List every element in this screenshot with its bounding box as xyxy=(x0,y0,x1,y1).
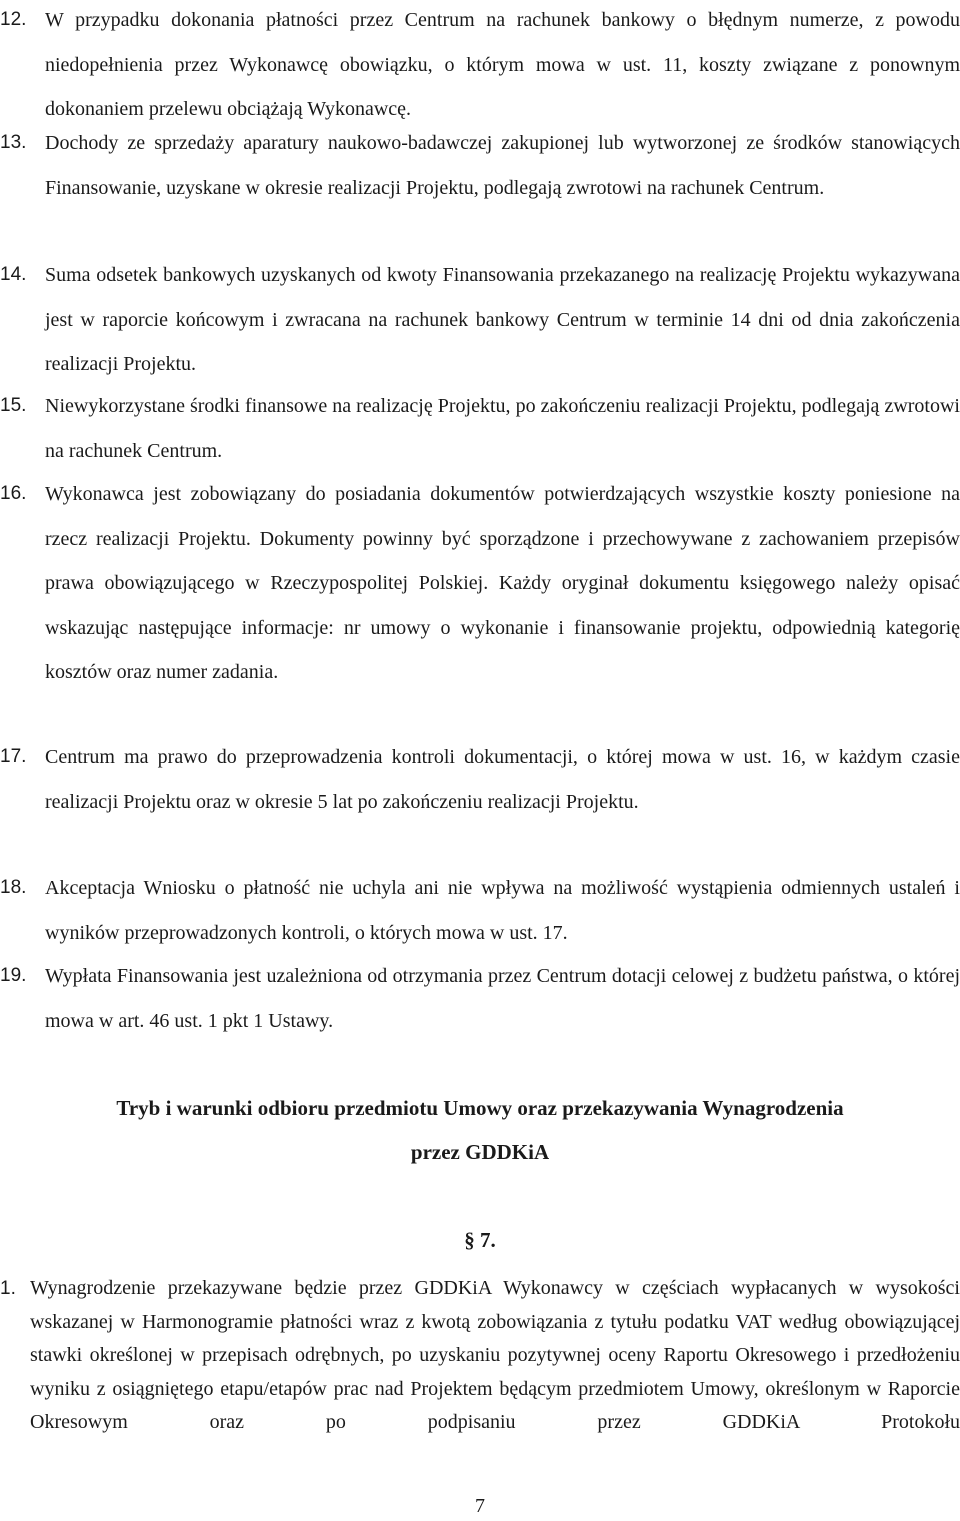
list-item-19 xyxy=(0,954,960,1043)
item-number: 19. xyxy=(0,965,27,986)
list-item-16 xyxy=(0,472,960,695)
item-number: 13. xyxy=(0,132,27,153)
item-number: 18. xyxy=(0,877,27,898)
item-text: Wypłata Finansowania jest uzależniona od otrzymania przez Centrum dotacji celowej z budżetu państwa, o której mowa w art. 46 ust. 1 pkt 1 Ustawy. xyxy=(45,965,960,1032)
page-number: 7 xyxy=(475,1495,485,1517)
item-text: Niewykorzystane środki finansowe na realizację Projektu, po zakończeniu realizacji Projektu, podlegają zwrotowi na rachunek Centrum. xyxy=(45,395,960,462)
item-text: Akceptacja Wniosku o płatność nie uchyla ani nie wpływa na możliwość wystąpienia odmiennych ustaleń i wyników przeprowadzonych kontroli, o których mowa w ust. 17. xyxy=(45,877,960,944)
item-number: 14. xyxy=(0,264,27,285)
list-item-14 xyxy=(0,253,960,387)
list-item-15 xyxy=(0,384,960,473)
paragraph-sign: § 7. xyxy=(464,1228,496,1252)
item-number: 12. xyxy=(0,9,27,30)
item-text: Suma odsetek bankowych uzyskanych od kwoty Finansowania przekazanego na realizację Projektu wykazywana jest w raporcie końcowym i zwracana na rachunek bankowy Centrum w terminie 14 dni od dnia zakończenia realizacji Projektu. xyxy=(45,264,960,375)
item-text: Dochody ze sprzedaży aparatury naukowo-badawczej zakupionej lub wytworzonej ze środków stanowiących Finansowanie, uzyskane w okresie realizacji Projektu, podlegają zwrotowi na rachunek Centrum. xyxy=(45,132,960,199)
list-item-18 xyxy=(0,866,960,955)
item-number: 17. xyxy=(0,746,27,767)
list-item-12 xyxy=(0,0,960,132)
section-heading-line-2: przez GDDKiA xyxy=(410,1140,550,1164)
item-text: Wynagrodzenie przekazywane będzie przez GDDKiA Wykonawcy w częściach wypłacanych w wysokości wskazanej w Harmonogramie płatności wraz z kwotą zobowiązania z tytułu podatku VAT według obowiązującej stawki określonej w przepisach odrębnych, po uzyskaniu pozytywnej oceny Raportu Okresowego i przedłożeniu wyniku z osiągniętego etapu/etapów prac nad Projektem będącym przedmiotem Umowy, określonym w Raporcie Okresowym oraz po podpisaniu przez GDDKiA Protokołu xyxy=(30,1277,960,1434)
item-text: Wykonawca jest zobowiązany do posiadania dokumentów potwierdzających wszystkie koszty poniesione na rzecz realizacji Projektu. Dokumenty powinny być sporządzone i przechowywane z zachowaniem przepisów prawa obowiązującego w Rzeczypospolitej Polskiej. Każdy oryginał dokumentu księgowego należy opisać wskazując następujące informacje: nr umowy o wykonanie i finansowanie projektu, odpowiednią kategorię kosztów oraz numer zadania. xyxy=(45,483,960,683)
item-text: Centrum ma prawo do przeprowadzenia kontroli dokumentacji, o której mowa w ust. 16, w każdym czasie realizacji Projektu oraz w okresie 5 lat po zakończeniu realizacji Projektu. xyxy=(45,746,960,813)
item-number: 1. xyxy=(0,1278,16,1299)
item-number: 16. xyxy=(0,483,27,504)
list-item-17 xyxy=(0,735,960,824)
section-list-item-1 xyxy=(0,1272,960,1440)
item-number: 15. xyxy=(0,395,27,416)
item-text: W przypadku dokonania płatności przez Centrum na rachunek bankowy o błędnym numerze, z powodu niedopełnienia przez Wykonawcę obowiązku, o którym mowa w ust. 11, koszty związane z ponownym dokonaniem przelewu obciążają Wykonawcę. xyxy=(45,9,960,120)
section-heading-line-1: Tryb i warunki odbioru przedmiotu Umowy oraz przekazywania Wynagrodzenia xyxy=(116,1096,844,1120)
list-item-13 xyxy=(0,121,960,210)
